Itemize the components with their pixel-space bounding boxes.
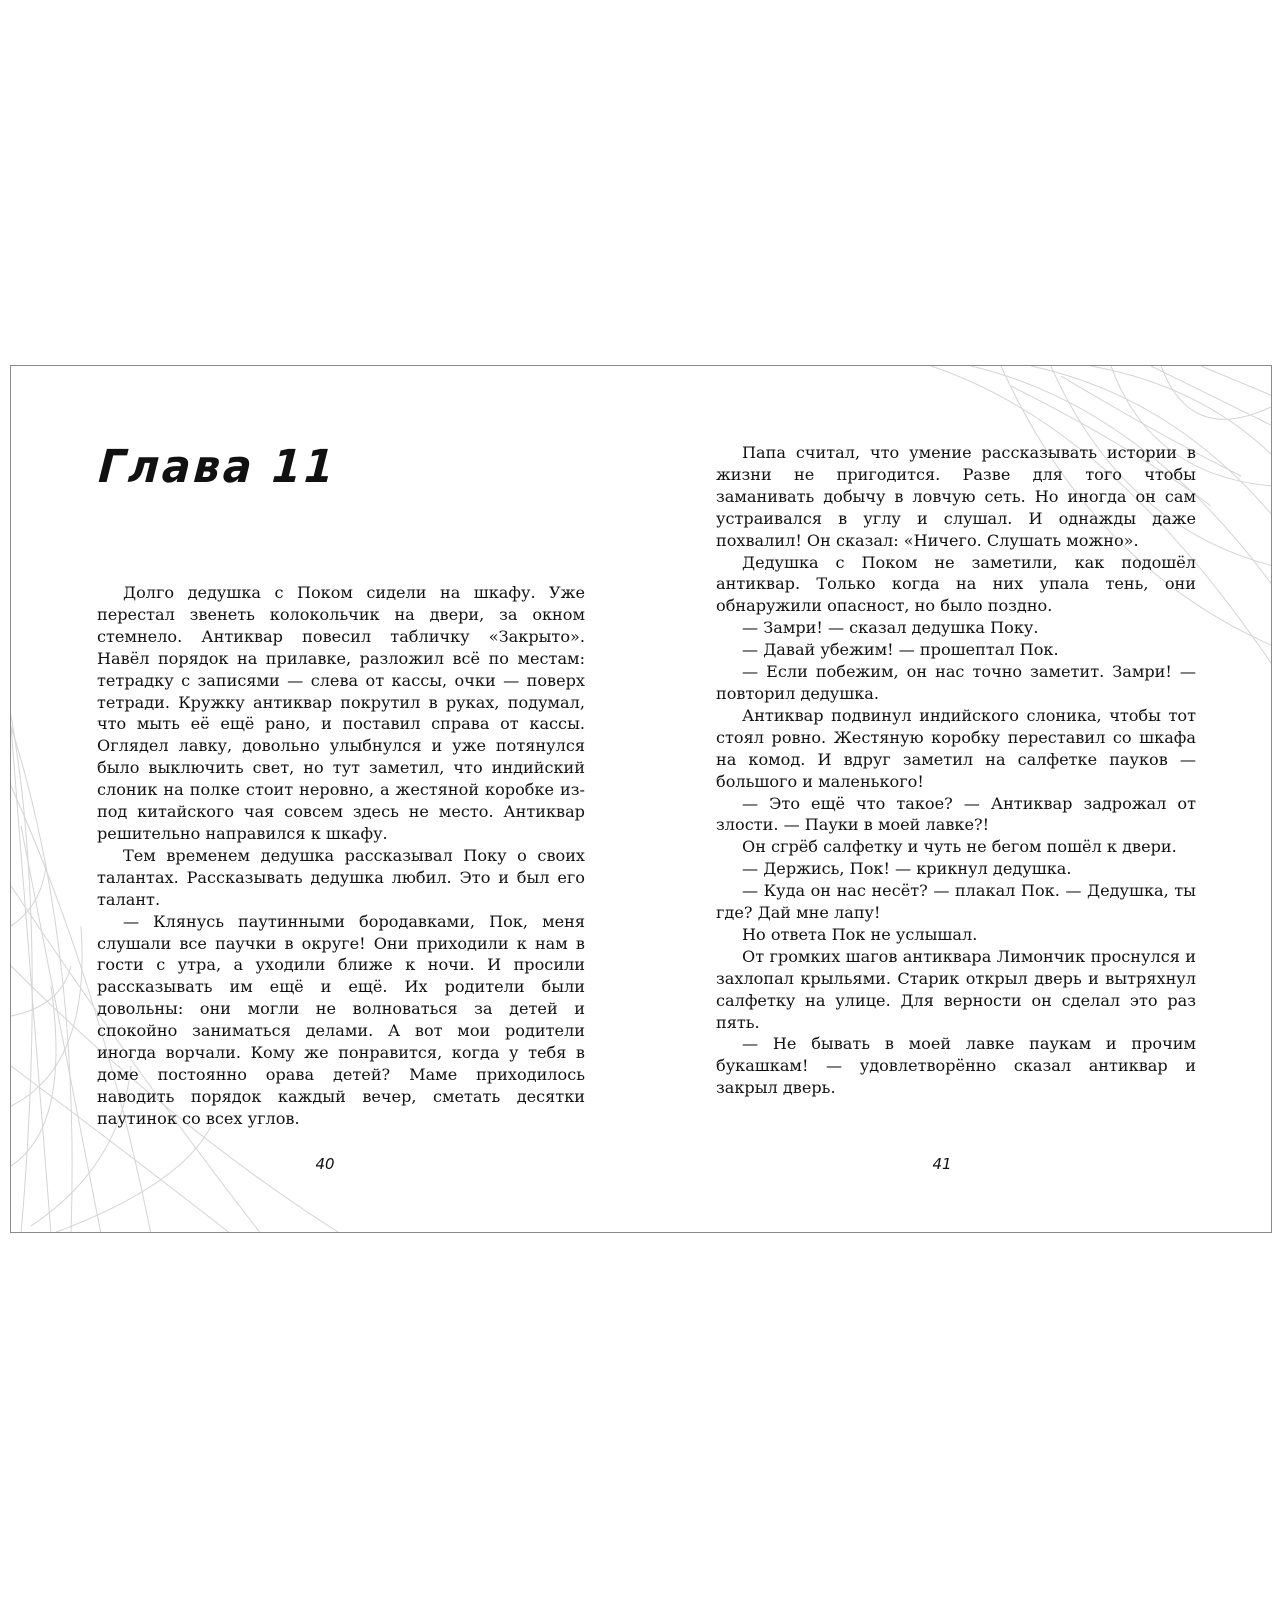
left-page-text bbox=[97, 582, 585, 1130]
page-number: 41 bbox=[932, 1155, 952, 1173]
right-page bbox=[642, 366, 1272, 1233]
paragraph: Папа считал, что умение рассказывать истории в жизни не пригодится. Разве для того чтобы заманивать добычу в ловчую сеть. Но иногда он сам устраивался в углу и слушал. И однажды даже похвалил! Он сказал: «Ничего. Слушать можно». bbox=[716, 443, 1196, 550]
paragraph: — Держись, Пок! — крикнул дедушка. bbox=[742, 859, 1072, 879]
paragraph: — Куда он нас несёт? — плакал Пок. — Дедушка, ты где? Дай мне лапу! bbox=[716, 881, 1196, 923]
paragraph: Дедушка с Поком не заметили, как подошёл антиквар. Только когда на них упала тень, они обнаружили опасност, но было поздно. bbox=[716, 552, 1196, 616]
paragraph: — Это ещё что такое? — Антиквар задрожал от злости. — Пауки в моей лавке?! bbox=[716, 793, 1196, 835]
book-spread bbox=[10, 365, 1272, 1233]
paragraph: Антиквар подвинул индийского слоника, чтобы тот стоял ровно. Жестяную коробку переставил со шкафа на комод. И вдруг заметил на салфетке пауков — большого и маленького! bbox=[716, 705, 1196, 791]
paragraph: — Давай убежим! — прошептал Пок. bbox=[742, 640, 1059, 660]
paragraph: Он сгрёб салфетку и чуть не бегом пошёл к двери. bbox=[742, 837, 1177, 857]
paragraph: Долго дедушка с Поком сидели на шкафу. Уже перестал звенеть колокольчик на двери, за окном стемнело. Антиквар повесил табличку «Закрыто». Навёл порядок на прилавке, разложил всё по местам: тетрадку с записями — слева от кассы, очки — поверх тетради. Кружку антиквар покрутил в руках, подумал, что мыть её ещё рано, и поставил справа от кассы. Оглядел лавку, довольно улыбнулся и уже потянулся было выключить свет, но тут заметил, что индийский слоник на полке стоит неровно, а жестяной коробке из-под китайского чая совсем здесь не место. Антиквар решительно направился к шкафу. bbox=[97, 583, 585, 843]
paragraph: — Если побежим, он нас точно заметит. Замри! — повторил дедушка. bbox=[716, 662, 1196, 703]
right-page-text bbox=[716, 442, 1196, 1099]
page-number: 40 bbox=[315, 1155, 335, 1173]
paragraph: — Не бывать в моей лавке паукам и прочим букашкам! — удовлетворённо сказал антиквар и закрыл дверь. bbox=[716, 1034, 1196, 1098]
paragraph: Но ответа Пок не услышал. bbox=[742, 924, 978, 944]
paragraph: Тем временем дедушка рассказывал Поку о своих талантах. Рассказывать дедушка любил. Это и был его талант. bbox=[97, 845, 585, 909]
left-page bbox=[11, 366, 642, 1233]
paragraph: — Замри! — сказал дедушка Поку. bbox=[742, 618, 1039, 638]
chapter-title: Глава 11 bbox=[97, 440, 339, 493]
paragraph: — Клянусь паутинными бородавками, Пок, меня слушали все паучки в округе! Они приходили к нам в гости с утра, а уходили ближе к ночи. И просили рассказывать им ещё и ещё. Их родители были довольны: они могли не волноваться за детей и спокойно заниматься делами. А вот мои родители иногда ворчали. Кому же понравится, когда у тебя в доме постоянно орава детей? Маме приходилось наводить порядок каждый вечер, сметать десятки паутинок со всех углов. bbox=[97, 911, 585, 1128]
paragraph: От громких шагов антиквара Лимончик проснулся и захлопал крыльями. Старик открыл дверь и вытряхнул салфетку на улице. Для верности он сделал это раз пять. bbox=[716, 946, 1196, 1032]
